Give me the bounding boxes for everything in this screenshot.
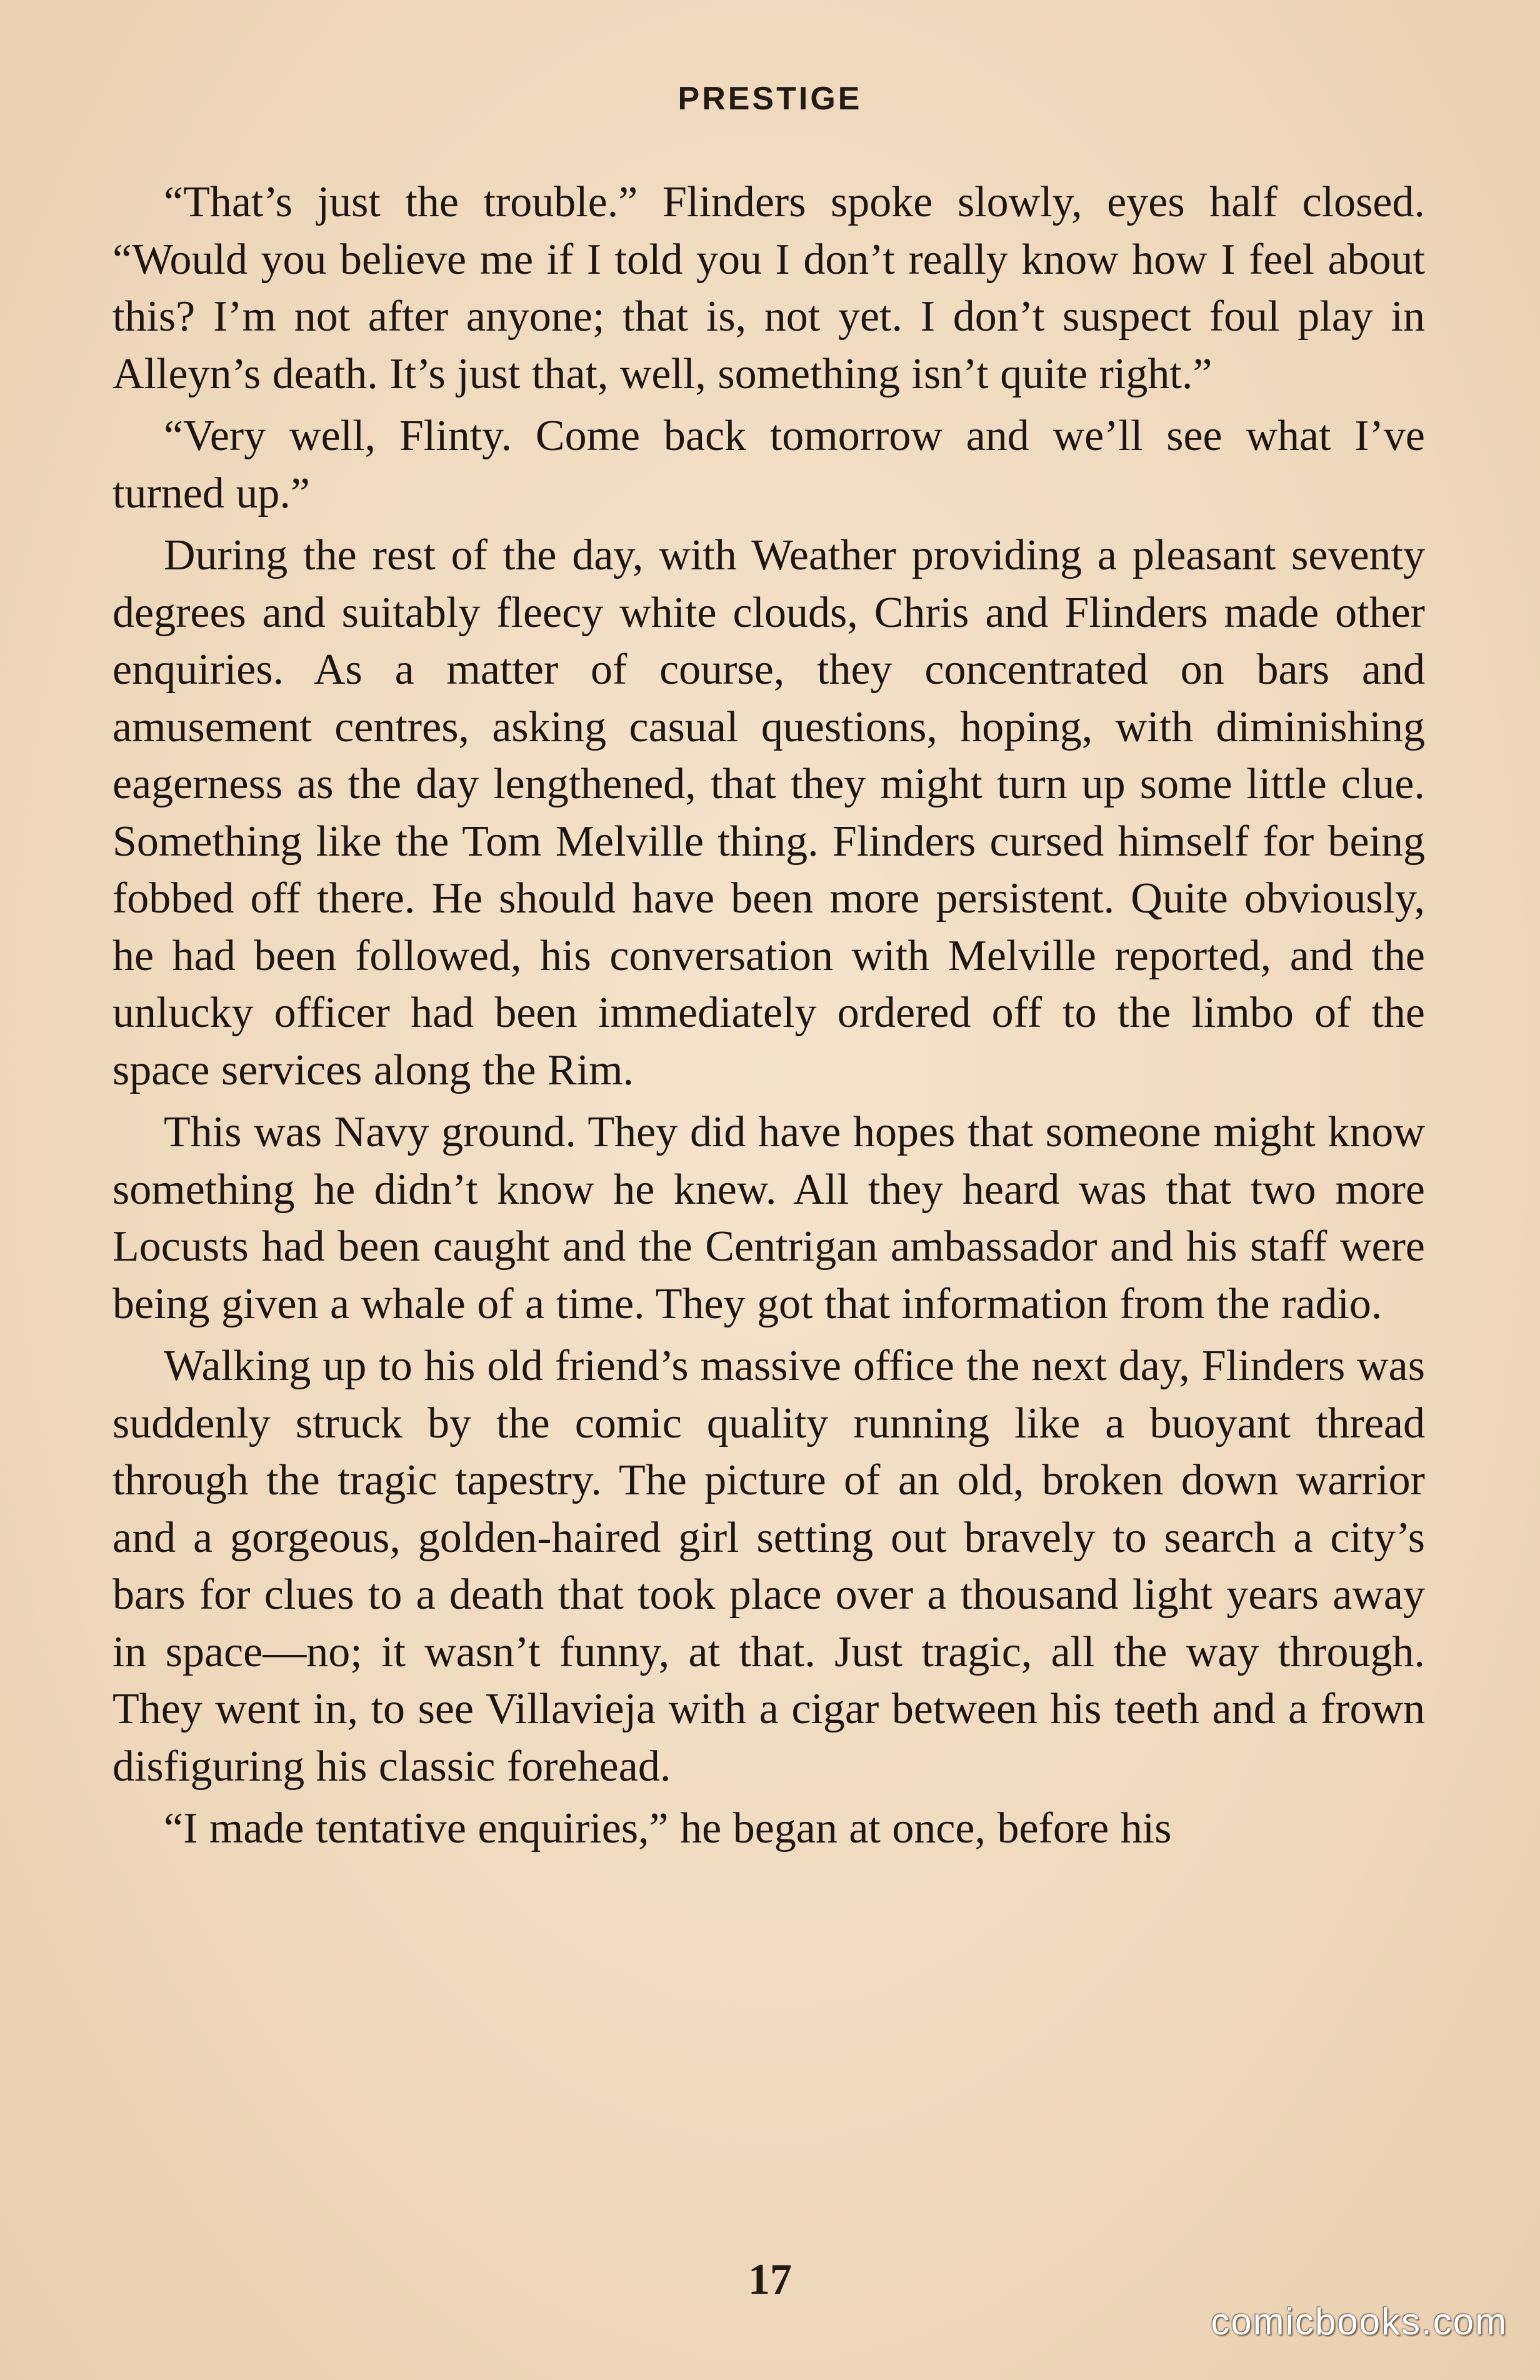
paragraph: Walking up to his old friend’s massive office the next day, Flinders was suddenly struck by the comic quality running like a buoyant thread through the tragic tapestry. The picture of an old, broken down warrior and a gorgeous, golden-haired girl setting out bravely to search a city’s bars for clues to a death that took place over a thousand light years away in space—no; it wasn’t funny, at that. Just tragic, all the way through. They went in, to see Villavieja with a cigar between his teeth and a frown disfiguring his classic forehead. — [112, 1342, 1425, 1791]
paragraph: “I made tentative enquiries,” he began at once, before his — [164, 1804, 1172, 1852]
paragraph: This was Navy ground. They did have hopes that someone might know something he didn’t know he knew. All they heard was that two more Locusts had been caught and the Centrigan ambassador and his staff were being given a whale of a time. They got that information from the radio. — [112, 1108, 1425, 1328]
page-number: 17 — [748, 2256, 792, 2304]
paragraph: “Very well, Flinty. Come back tomorrow and we’ll see what I’ve turned up.” — [112, 412, 1425, 518]
body-text — [112, 174, 1425, 1862]
paragraph: During the rest of the day, with Weather providing a pleasant seventy degrees and suitably fleecy white clouds, Chris and Flinders made other enquiries. As a matter of course, they concentrated on bars and amusement centres, asking casual questions, hoping, with diminishing eagerness as the day lengthened, that they might turn up some little clue. Something like the Tom Melville thing. Flinders cursed himself for being fobbed off there. He should have been more persistent. Quite obviously, he had been followed, his conversation with Melville reported, and the unlucky officer had been immediately ordered off to the limbo of the space services along the Rim. — [112, 531, 1425, 1094]
paragraph: “That’s just the trouble.” Flinders spoke slowly, eyes half closed. “Would you believe me if I told you I don’t really know how I feel about this? I’m not after anyone; that is, not yet. I don’t suspect foul play in Alleyn’s death. It’s just that, well, something isn’t quite right.” — [112, 178, 1425, 398]
running-head: PRESTIGE — [678, 81, 862, 117]
watermark: comicbooks.com — [1211, 2301, 1508, 2342]
